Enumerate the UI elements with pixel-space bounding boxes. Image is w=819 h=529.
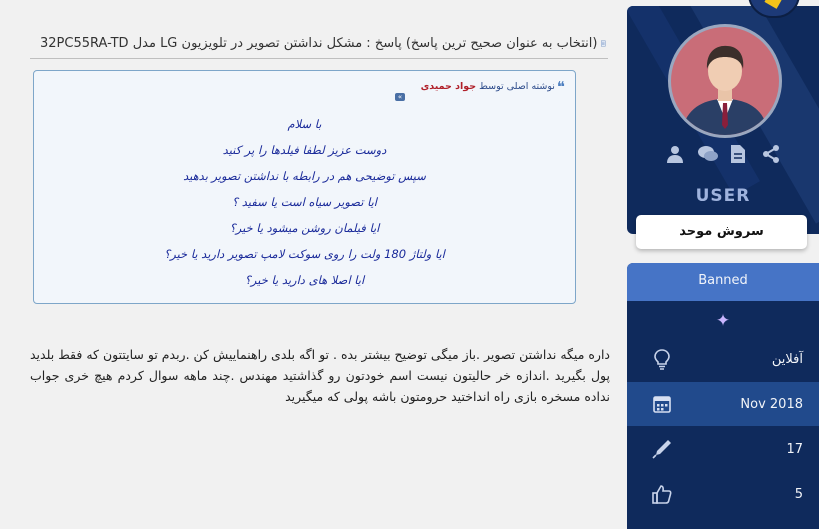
pen-icon bbox=[651, 438, 673, 460]
avatar[interactable] bbox=[668, 24, 782, 138]
stat-online-status bbox=[627, 337, 819, 381]
quote-box bbox=[33, 70, 576, 304]
chat-icon[interactable] bbox=[697, 144, 717, 164]
lightbulb-icon bbox=[651, 348, 673, 370]
document-icon bbox=[601, 36, 606, 51]
stat-join-date bbox=[627, 382, 819, 426]
stat-value: 5 bbox=[794, 486, 803, 502]
user-profile-icon[interactable] bbox=[665, 144, 685, 164]
avatar-person-icon bbox=[671, 27, 779, 135]
quote-line: ایا فیلمان روشن میشود یا خیر؟ bbox=[229, 221, 380, 235]
quote-line: دوست عزیز لطفا فیلدها را پر کنید bbox=[222, 143, 387, 157]
quote-line: با سلام bbox=[287, 117, 322, 131]
status-badge: Banned bbox=[627, 263, 819, 301]
quote-content bbox=[34, 111, 575, 293]
quote-line: ایا تصویر سیاه است یا سفید ؟ bbox=[231, 195, 378, 209]
user-actions bbox=[627, 144, 819, 168]
username[interactable]: سروش موحد bbox=[636, 215, 807, 249]
stat-post-count bbox=[627, 427, 819, 471]
calendar-icon bbox=[651, 393, 673, 415]
post-title-text: (انتخاب به عنوان صحیح ترین پاسخ) پاسخ : مشکل نداشتن تصویر در تلویزیون LG مدل 32PC55RA-TD bbox=[40, 35, 598, 51]
stat-value: Nov 2018 bbox=[740, 396, 803, 412]
rank-stars bbox=[627, 301, 819, 337]
view-post-button[interactable]: « bbox=[395, 93, 405, 101]
stat-value: آفلاین bbox=[771, 351, 803, 367]
document-icon[interactable] bbox=[729, 144, 749, 164]
user-stats bbox=[627, 263, 819, 529]
quote-author-link[interactable]: جواد حمیدی bbox=[420, 81, 477, 92]
quote-line: ایا ولتاژ 180 ولت را روی سوکت لامپ تصویر دارید یا خیر؟ bbox=[164, 247, 445, 261]
share-icon[interactable] bbox=[761, 144, 781, 164]
quote-line: ایا اصلا های دارید یا خیر؟ bbox=[244, 273, 365, 287]
quote-line: سپس توضیحی هم در رابطه با نداشتن تصویر بدهید bbox=[183, 169, 426, 183]
stat-value: 17 bbox=[786, 441, 803, 457]
post-title bbox=[40, 31, 606, 55]
title-divider bbox=[30, 58, 608, 59]
stat-likes bbox=[627, 472, 819, 516]
quote-prefix: نوشته اصلی توسط bbox=[479, 81, 555, 92]
quote-header bbox=[420, 77, 565, 96]
post-body: داره میگه نداشتن تصویر .باز میگی توضیح بیشتر بده . تو اگه بلدی راهنماییش کن .ربدم تو سایتتون که فقط بلدید پول بگیرید .اندازه خر حالیتون نیست اسم خودتون رو گذاشتید مهندس .چند ماهه سوال کردم هیچ خری جواب نداده مسخره بازی راه انداختید حرومتون باشه پولی که میگیرید bbox=[30, 347, 610, 404]
quote-mark-icon: ❝ bbox=[556, 77, 565, 96]
star-icon: ✦ bbox=[715, 311, 731, 331]
user-role: USER bbox=[695, 186, 751, 206]
thumbs-up-icon bbox=[651, 483, 673, 505]
